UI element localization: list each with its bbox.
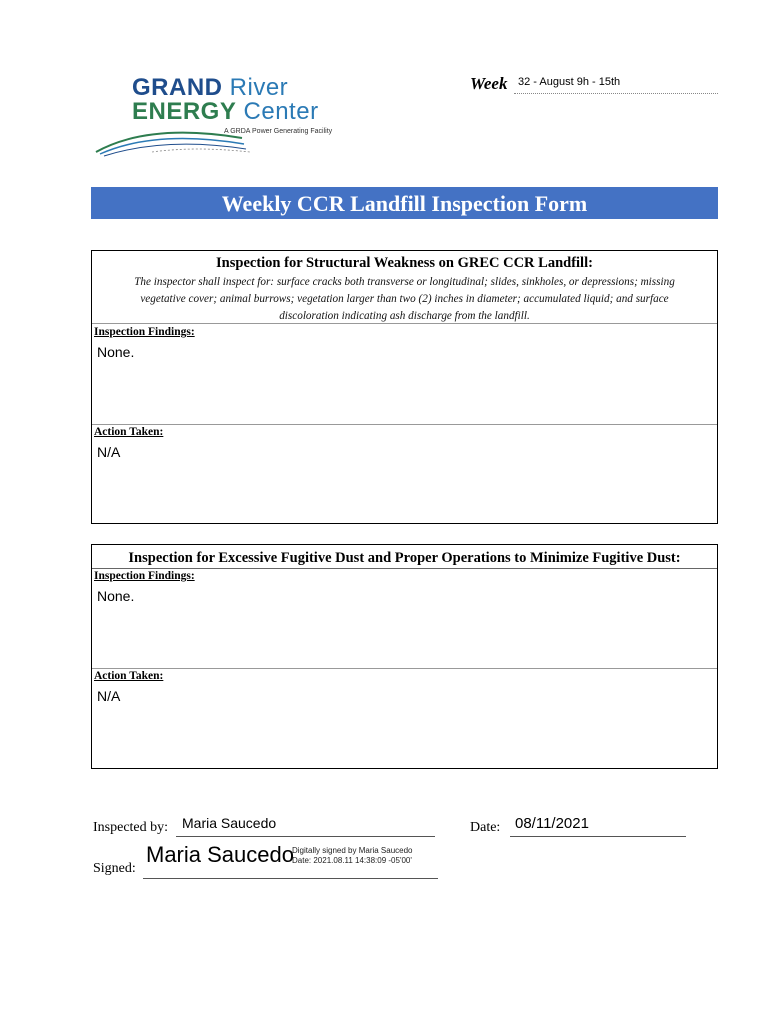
findings-value[interactable]: None. — [97, 344, 135, 360]
divider — [92, 568, 717, 569]
logo-word-grand: GRAND — [132, 74, 223, 101]
section2-findings — [92, 570, 195, 604]
divider — [92, 323, 717, 324]
signed-label: Signed: — [93, 861, 136, 876]
signature-name[interactable]: Maria Saucedo — [146, 842, 294, 867]
divider — [92, 424, 717, 425]
section1-description — [92, 274, 717, 325]
logo-word-center: Center — [243, 98, 319, 125]
fugitive-dust-section — [91, 544, 718, 769]
digital-signature-note — [292, 846, 413, 866]
inspected-by-label: Inspected by: — [93, 820, 169, 835]
action-value[interactable]: N/A — [97, 688, 121, 704]
logo-word-energy: ENERGY — [132, 98, 237, 125]
logo-tagline: A GRDA Power Generating Facility — [224, 128, 333, 135]
action-value[interactable]: N/A — [97, 444, 121, 460]
digital-signature-line: Digitally signed by Maria Saucedo — [292, 846, 413, 855]
digital-signature-date: Date: 2021.08.11 14:38:09 -05'00' — [292, 856, 412, 865]
logo-line-energy-center — [132, 100, 319, 124]
findings-value[interactable]: None. — [97, 588, 135, 604]
week-label: Week — [470, 74, 508, 93]
section1-action — [92, 426, 163, 460]
date-label: Date: — [470, 820, 501, 835]
form-title: Weekly CCR Landfill Inspection Form — [91, 187, 718, 219]
date-field[interactable]: 08/11/2021 — [515, 815, 589, 832]
structural-weakness-section — [91, 250, 718, 524]
section2-heading: Inspection for Excessive Fugitive Dust and Proper Operations to Minimize Fugitive Dust: — [128, 550, 681, 566]
section1-heading: Inspection for Structural Weakness on GREC CCR Landfill: — [216, 255, 593, 271]
section2-action — [92, 670, 163, 704]
divider — [92, 668, 717, 669]
grec-logo — [92, 72, 352, 162]
findings-label: Inspection Findings: — [94, 570, 195, 582]
week-field[interactable]: 32 - August 9h - 15th — [514, 74, 718, 94]
section1-desc-line: vegetative cover; animal burrows; vegetation larger than two (2) inches in diameter; accumulated liquid; and surface — [140, 293, 669, 305]
logo-word-river: River — [229, 74, 289, 101]
section1-desc-line: discoloration indicating ash discharge from the landfill. — [279, 310, 530, 322]
action-label: Action Taken: — [94, 426, 164, 438]
section1-findings — [92, 326, 195, 360]
logo-line-grand-river — [132, 76, 288, 100]
inspected-by-field[interactable]: Maria Saucedo — [182, 815, 277, 831]
action-label: Action Taken: — [94, 670, 164, 682]
section1-desc-line: The inspector shall inspect for: surface cracks both transverse or longitudinal; slides, sinkholes, or depressions; missing — [134, 276, 675, 288]
findings-label: Inspection Findings: — [94, 326, 195, 338]
